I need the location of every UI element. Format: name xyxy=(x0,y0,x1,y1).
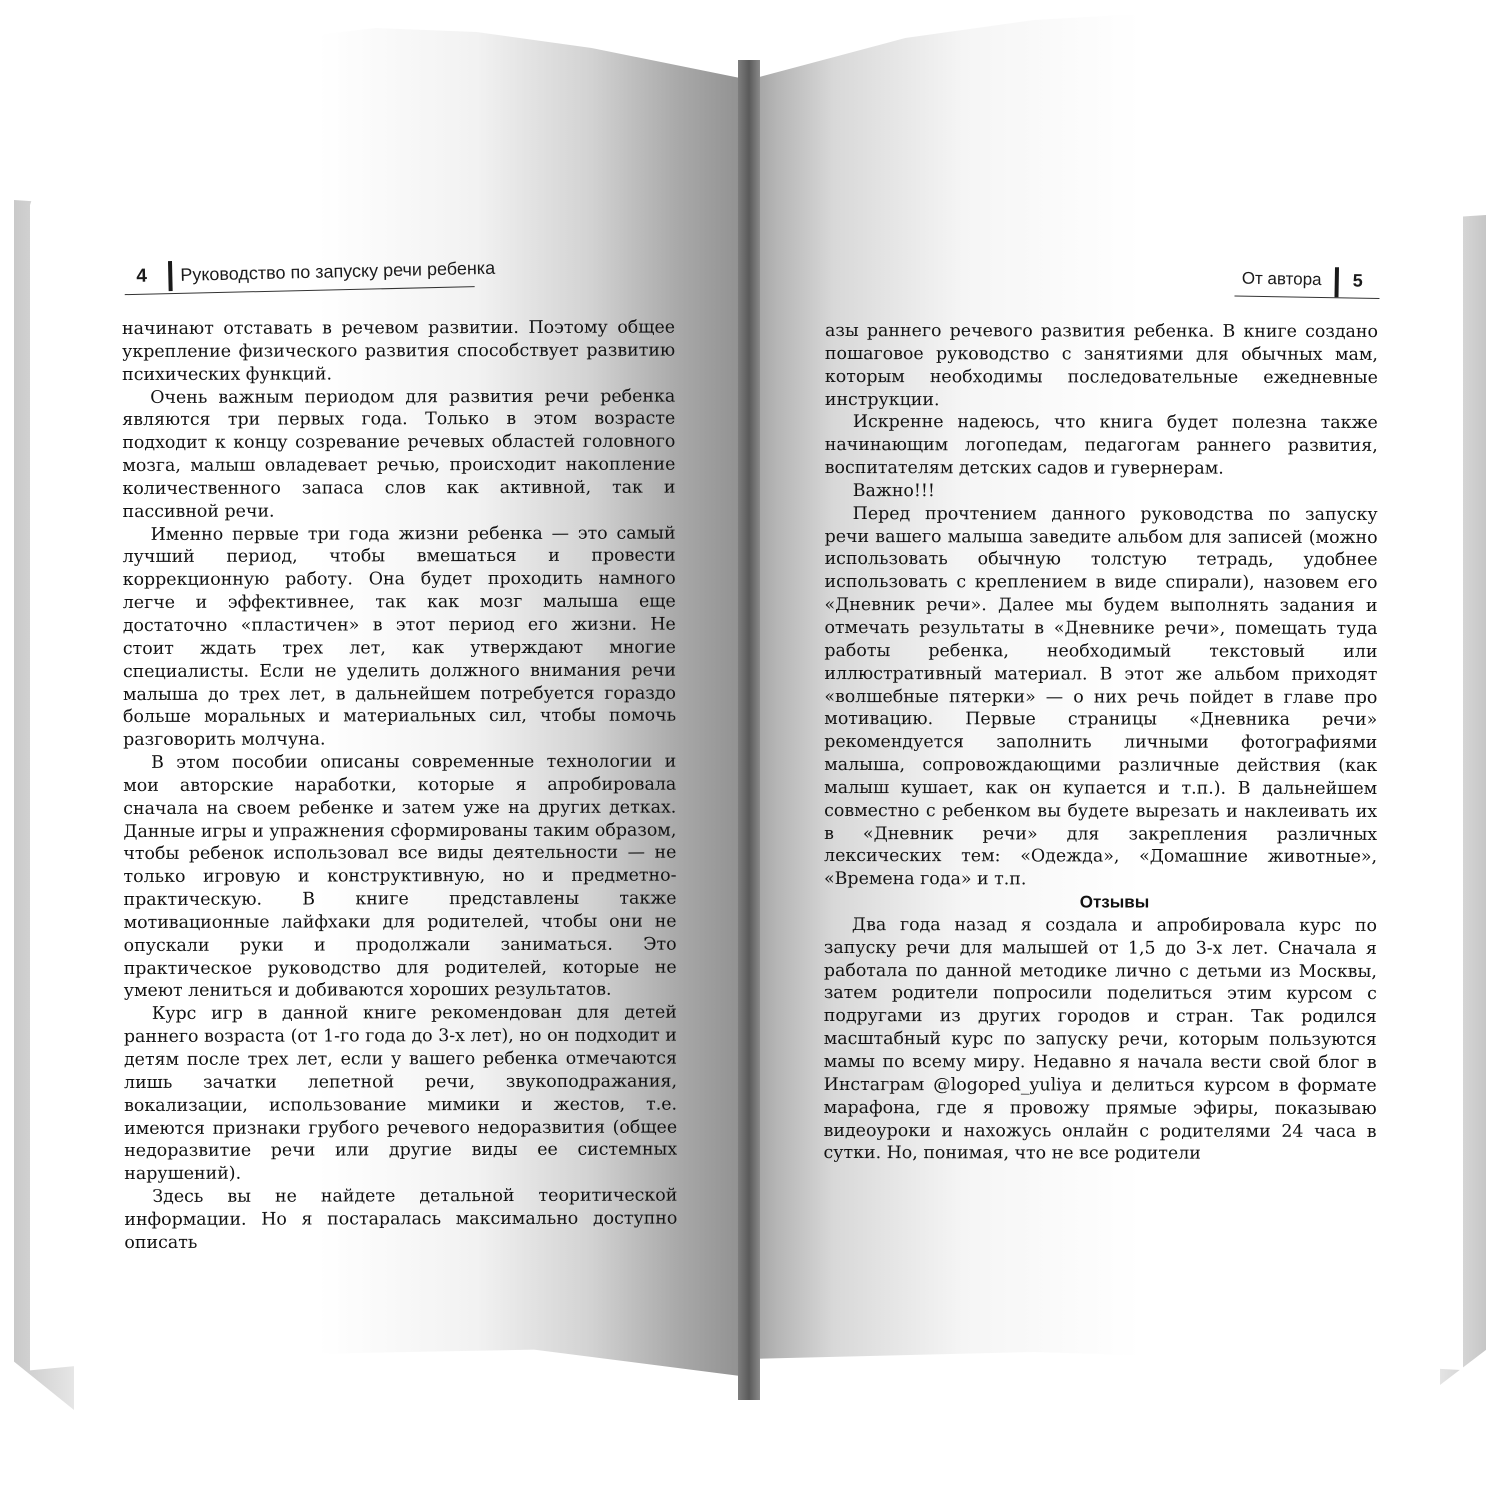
right-page-number: 5 xyxy=(1352,270,1363,291)
header-divider xyxy=(168,261,173,291)
right-running-header xyxy=(1124,264,1380,308)
paragraph: Перед прочтением данного руководства по запуску речи вашего малыша заведите альбом для записей (можно использовать обычную толстую тетрадь, удобнее использовать с креплением в виде спирали), назовем его «Дневник речи». Далее мы будем выполнять задания и отмечать результаты в «Дневнике речи», помещать туда работы ребенка, необходимый текстовый или иллюстративный материал. В этот же альбом приходят «волшебные пятерки» — о них речь пойдет в главе про мотивацию. Первые страницы «Дневника речи» рекомендуется заполнить личными фотографиями малыша, сопровождающими различные действия (как малыш кушает, как он купается и т.п.). В дальнейшем совместно с ребенком вы будете вырезать и наклеивать их в «Дневник речи» для закрепления различных лексических тем: «Одежда», «Домашние животные», «Времена года» и т.п. xyxy=(824,503,1378,890)
left-page-number: 4 xyxy=(136,265,148,287)
paragraph: Курс игр в данной книге рекомендован для детей раннего возраста (от 1-го года до 3-х лет), но он подходит и детям после трех лет, если у вашего ребенка отмечаются лишь зачатки лепетной речи, звукоподражания, вокализации, использование мимики и жестов, т.е. имеются признаки грубого речевого недоразвития (общее недоразвитие речи или другие виды ее системных нарушений). xyxy=(123,1002,678,1185)
paragraph: Два года назад я создала и апробировала курс по запуску речи для малышей от 1,5 до 3-х лет. Сначала я работала по данной методике лично с детьми из Москвы, затем родители попросили поделиться этим курсом с подругами из других городов и стран. Так родился масштабный курс по запуску речи, которым пользуются мамы по всему миру. Недавно я начала вести свой блог в Инстаграм @logoped_yuliya и делиться курсом в формате марафона, где я провожу прямые эфиры, показываю видеоуроки и нахожусь онлайн с родителями 24 часа в сутки. Но, понимая, что не все родители xyxy=(823,914,1377,1165)
paragraph: азы раннего речевого развития ребенка. В книге создано пошаговое руководство с занятиями для обычных мам, которым необходимы последовательные ежедневные инструкции. xyxy=(824,321,1378,410)
paragraph: начинают отставать в речевом развитии. Поэтому общее укрепление физического развития способствует развитию психических функций. xyxy=(122,317,676,385)
paragraph: Важно!!! xyxy=(852,480,935,502)
header-rule xyxy=(125,286,475,295)
book-gutter xyxy=(738,60,760,1400)
paragraph: Искренне надеюсь, что книга будет полезна также начинающим логопедам, педагогам раннего развития, воспитателям детских садов и гувернерам. xyxy=(824,412,1378,479)
header-divider xyxy=(1334,267,1339,297)
left-page-body xyxy=(122,317,677,1255)
paragraph: Здесь вы не найдете детальной теоритической информации. Но я постаралась максимально доступно описать xyxy=(124,1185,678,1253)
left-header-title: Руководство по запуску речи ребенка xyxy=(180,257,496,285)
right-header-title: От автора xyxy=(1241,268,1322,289)
right-page-body xyxy=(824,320,1378,1166)
left-running-header xyxy=(130,254,496,302)
header-rule xyxy=(1234,295,1379,299)
section-title: Отзывы xyxy=(1079,892,1150,912)
paragraph: В этом пособии описаны современные технологии и мои авторские наработки, которые я апробировала сначала на своем ребенке и затем уже на других детках. Данные игры и упражнения сформированы таким образом, чтобы ребенок использовал все виды деятельности — не только игровую и конструктивную, но и предметно-практическую. В книге представлены также мотивационные лайфхаки для родителей, чтобы они не опускали руки и продолжали заниматься. Это практическое руководство для родителей, которые не умеют лениться и добиваются хороших результатов. xyxy=(123,751,677,1002)
paragraph: Именно первые три года жизни ребенка — это самый лучший период, чтобы вмешаться и провести коррекционную работу. Она будет проходить намного легче и эффективнее, так как мозг малыша еще достаточно «пластичен» в этот период его жизни. Не стоит ждать трех лет, как утверждают многие специалисты. Если не уделить должного внимания речи малыша до трех лет, в дальнейшем потребуется гораздо больше моральных и материальных сил, чтобы помочь разговорить молчуна. xyxy=(122,523,677,751)
paragraph: Очень важным периодом для развития речи ребенка являются три первых года. Только в этом возрасте подходит к концу созревание речевых областей головного мозга, малыш овладевает речью, происходит накопление количественного запаса слов как активной, так и пассивной речи. xyxy=(122,386,676,522)
